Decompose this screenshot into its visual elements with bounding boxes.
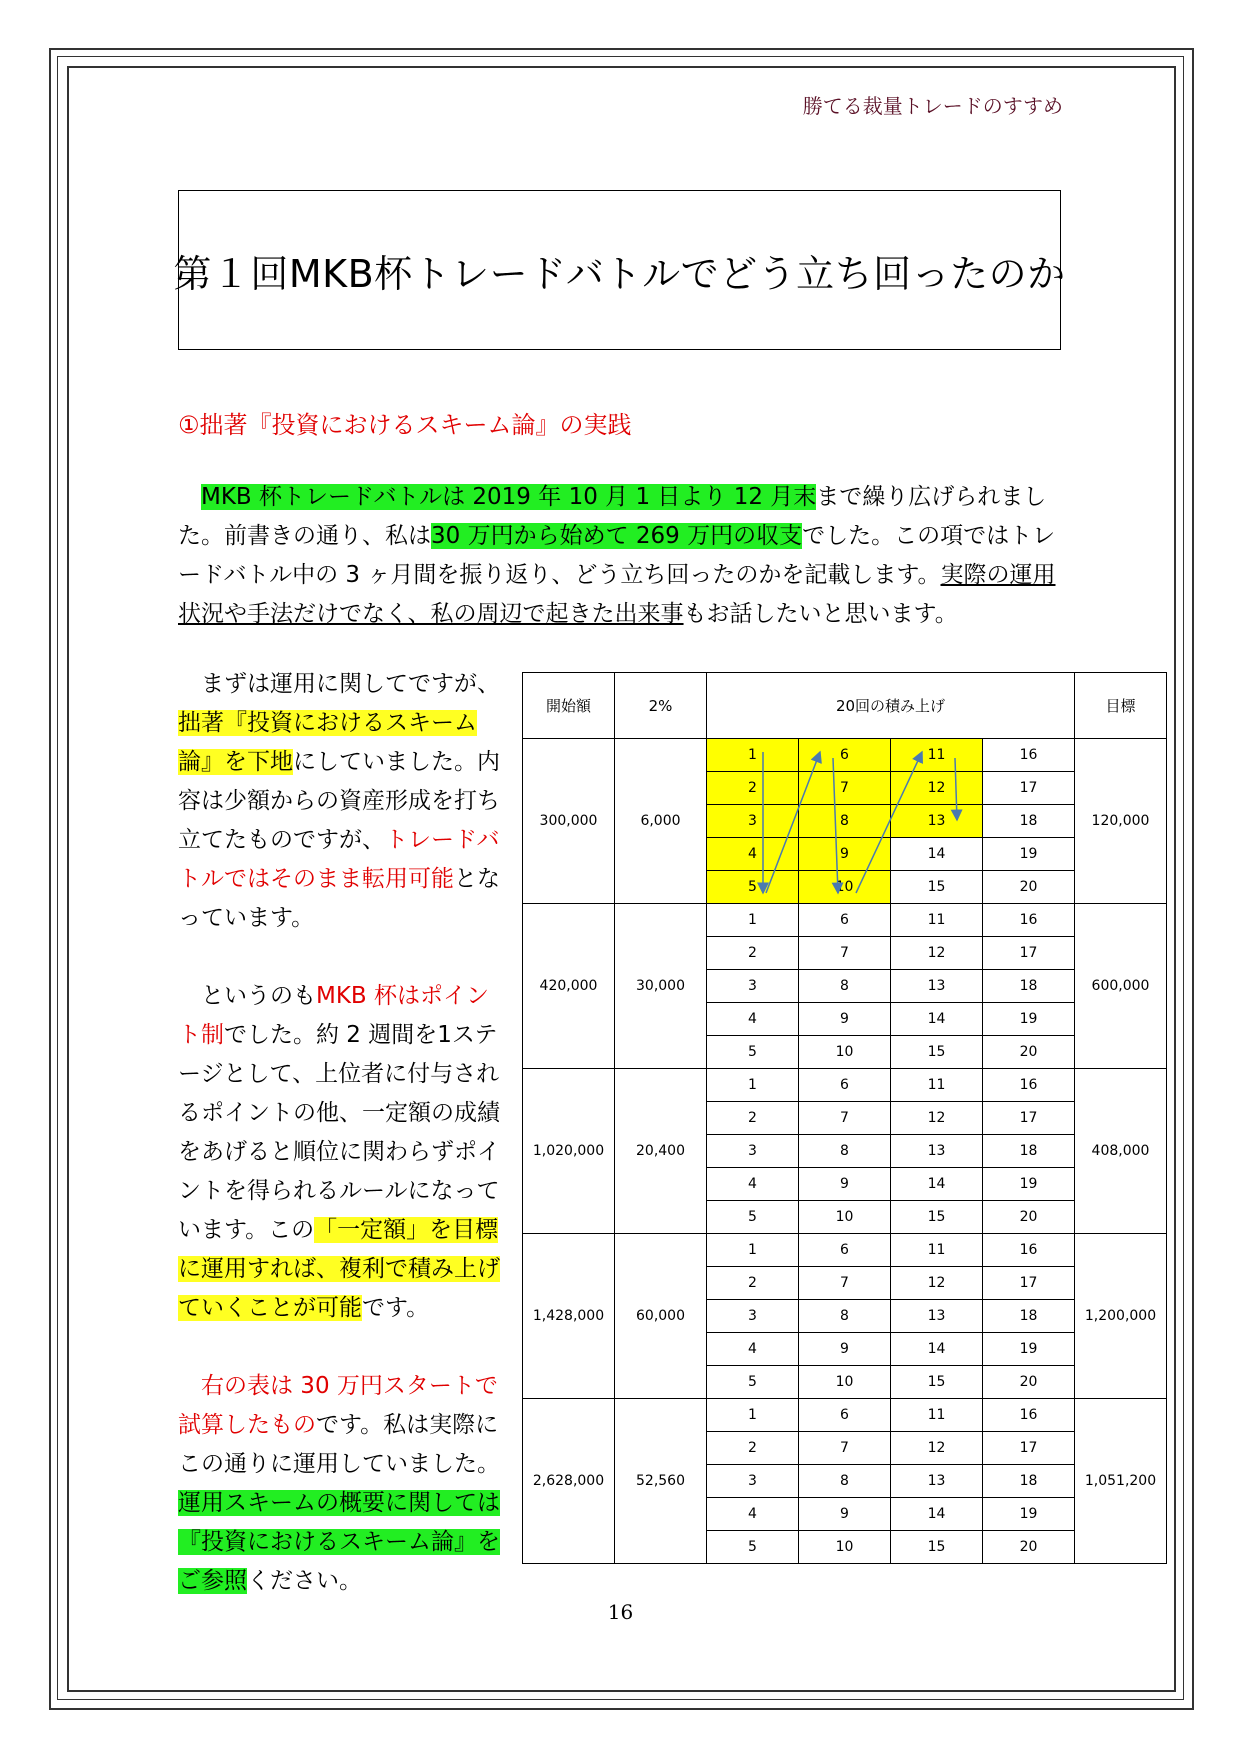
step-cell: 14 bbox=[891, 1333, 983, 1366]
step-cell: 16 bbox=[983, 739, 1075, 772]
paragraph-points bbox=[178, 977, 508, 1328]
paragraph-table-note bbox=[178, 1367, 508, 1601]
step-cell: 16 bbox=[983, 1399, 1075, 1432]
step-cell: 15 bbox=[891, 1531, 983, 1564]
step-cell: 5 bbox=[707, 871, 799, 904]
step-cell: 9 bbox=[799, 1003, 891, 1036]
step-cell: 5 bbox=[707, 1201, 799, 1234]
step-cell: 6 bbox=[799, 1234, 891, 1267]
step-cell: 17 bbox=[983, 1102, 1075, 1135]
step-cell: 13 bbox=[891, 970, 983, 1003]
step-cell: 20 bbox=[983, 871, 1075, 904]
start-amount: 2,628,000 bbox=[523, 1399, 615, 1564]
step-cell: 8 bbox=[799, 970, 891, 1003]
step-cell: 10 bbox=[799, 871, 891, 904]
step-cell: 15 bbox=[891, 1036, 983, 1069]
step-cell: 1 bbox=[707, 1399, 799, 1432]
step-cell: 18 bbox=[983, 970, 1075, 1003]
step-cell: 19 bbox=[983, 1333, 1075, 1366]
highlight-basis: 拙著『投資におけるスキーム論』を下地 bbox=[178, 710, 477, 775]
target-amount: 600,000 bbox=[1075, 904, 1167, 1069]
red-emphasis: MKB 杯はポイント制 bbox=[178, 983, 490, 1048]
table-header-row bbox=[523, 673, 1167, 739]
step-cell: 7 bbox=[799, 1102, 891, 1135]
step-cell: 13 bbox=[891, 1135, 983, 1168]
step-cell: 6 bbox=[799, 1069, 891, 1102]
step-cell: 12 bbox=[891, 1267, 983, 1300]
table-row bbox=[523, 739, 1167, 772]
step-cell: 12 bbox=[891, 1102, 983, 1135]
table-row bbox=[523, 1399, 1167, 1432]
step-cell: 17 bbox=[983, 937, 1075, 970]
text: というのも bbox=[201, 983, 316, 1009]
step-cell: 6 bbox=[799, 1399, 891, 1432]
step-cell: 18 bbox=[983, 805, 1075, 838]
step-cell: 8 bbox=[799, 805, 891, 838]
step-cell: 8 bbox=[799, 1300, 891, 1333]
step-cell: 10 bbox=[799, 1366, 891, 1399]
step-cell: 17 bbox=[983, 1432, 1075, 1465]
step-cell: 16 bbox=[983, 1234, 1075, 1267]
step-cell: 14 bbox=[891, 838, 983, 871]
step-cell: 14 bbox=[891, 1168, 983, 1201]
step-cell: 18 bbox=[983, 1465, 1075, 1498]
start-amount: 1,020,000 bbox=[523, 1069, 615, 1234]
target-amount: 408,000 bbox=[1075, 1069, 1167, 1234]
start-amount: 300,000 bbox=[523, 739, 615, 904]
two-percent-amount: 60,000 bbox=[615, 1234, 707, 1399]
step-cell: 5 bbox=[707, 1036, 799, 1069]
table-row bbox=[523, 1234, 1167, 1267]
step-cell: 8 bbox=[799, 1465, 891, 1498]
highlight-compound: 「一定額」を目標に運用すれば、複利で積み上げていくことが可能 bbox=[178, 1217, 500, 1321]
step-cell: 11 bbox=[891, 1399, 983, 1432]
step-cell: 20 bbox=[983, 1201, 1075, 1234]
step-cell: 4 bbox=[707, 838, 799, 871]
step-cell: 4 bbox=[707, 1333, 799, 1366]
step-cell: 9 bbox=[799, 1498, 891, 1531]
highlight-reference: 運用スキームの概要に関しては『投資におけるスキーム論』をご参照 bbox=[178, 1490, 500, 1594]
step-cell: 7 bbox=[799, 1432, 891, 1465]
start-amount: 1,428,000 bbox=[523, 1234, 615, 1399]
step-cell: 6 bbox=[799, 739, 891, 772]
step-cell: 9 bbox=[799, 1333, 891, 1366]
start-amount: 420,000 bbox=[523, 904, 615, 1069]
step-cell: 7 bbox=[799, 772, 891, 805]
step-cell: 13 bbox=[891, 1300, 983, 1333]
text: です。 bbox=[362, 1295, 430, 1321]
step-cell: 16 bbox=[983, 1069, 1075, 1102]
highlight-battle-period: MKB 杯トレードバトルは 2019 年 10 月 1 日より 12 月末 bbox=[201, 484, 817, 510]
highlight-result: 30 万円から始めて 269 万円の収支 bbox=[431, 523, 803, 549]
step-cell: 2 bbox=[707, 937, 799, 970]
text: ください。 bbox=[247, 1568, 362, 1594]
step-cell: 19 bbox=[983, 1003, 1075, 1036]
section-heading: ①拙著『投資におけるスキーム論』の実践 bbox=[178, 411, 632, 439]
two-percent-amount: 20,400 bbox=[615, 1069, 707, 1234]
step-cell: 8 bbox=[799, 1135, 891, 1168]
header-steps: 20回の積み上げ bbox=[707, 673, 1075, 739]
step-cell: 3 bbox=[707, 1465, 799, 1498]
step-cell: 2 bbox=[707, 1102, 799, 1135]
step-cell: 14 bbox=[891, 1498, 983, 1531]
red-emphasis: トレードバトルではそのまま転用可能 bbox=[178, 827, 500, 892]
step-cell: 12 bbox=[891, 937, 983, 970]
running-header: 勝てる裁量トレードのすすめ bbox=[802, 94, 1063, 118]
step-cell: 11 bbox=[891, 904, 983, 937]
step-cell: 11 bbox=[891, 1069, 983, 1102]
compounding-table bbox=[522, 672, 1167, 1564]
step-cell: 15 bbox=[891, 1366, 983, 1399]
header-start: 開始額 bbox=[523, 673, 615, 739]
step-cell: 14 bbox=[891, 1003, 983, 1036]
step-cell: 1 bbox=[707, 904, 799, 937]
step-cell: 13 bbox=[891, 805, 983, 838]
left-column bbox=[178, 665, 508, 1601]
step-cell: 9 bbox=[799, 1168, 891, 1201]
header-percent: 2% bbox=[615, 673, 707, 739]
step-cell: 10 bbox=[799, 1036, 891, 1069]
step-cell: 13 bbox=[891, 1465, 983, 1498]
step-cell: 1 bbox=[707, 1234, 799, 1267]
two-percent-amount: 6,000 bbox=[615, 739, 707, 904]
step-cell: 20 bbox=[983, 1036, 1075, 1069]
step-cell: 3 bbox=[707, 970, 799, 1003]
page-number: 16 bbox=[607, 1600, 634, 1624]
step-cell: 1 bbox=[707, 739, 799, 772]
step-cell: 4 bbox=[707, 1498, 799, 1531]
table-row bbox=[523, 1069, 1167, 1102]
step-cell: 10 bbox=[799, 1201, 891, 1234]
step-cell: 12 bbox=[891, 772, 983, 805]
step-cell: 4 bbox=[707, 1003, 799, 1036]
step-cell: 9 bbox=[799, 838, 891, 871]
underline-topic: 実際の運用状況や手法だけでなく、私の周辺で起きた出来事 bbox=[178, 562, 1056, 627]
step-cell: 17 bbox=[983, 1267, 1075, 1300]
text: でした。約 2 週間を1ステージとして、上位者に付与されるポイントの他、一定額の成績をあげると順位に関わらずポイントを得られるルールになっています。この bbox=[178, 1022, 500, 1243]
step-cell: 18 bbox=[983, 1135, 1075, 1168]
target-amount: 120,000 bbox=[1075, 739, 1167, 904]
step-cell: 2 bbox=[707, 772, 799, 805]
step-cell: 5 bbox=[707, 1531, 799, 1564]
step-cell: 15 bbox=[891, 1201, 983, 1234]
text: にしていました。内容は少額からの資産形成を打ち立てたものですが、 bbox=[178, 749, 500, 853]
step-cell: 3 bbox=[707, 1300, 799, 1333]
step-cell: 12 bbox=[891, 1432, 983, 1465]
step-cell: 7 bbox=[799, 937, 891, 970]
step-cell: 3 bbox=[707, 1135, 799, 1168]
step-cell: 16 bbox=[983, 904, 1075, 937]
two-percent-amount: 52,560 bbox=[615, 1399, 707, 1564]
table-row bbox=[523, 904, 1167, 937]
intro-paragraph bbox=[178, 478, 1068, 634]
step-cell: 15 bbox=[891, 871, 983, 904]
step-cell: 19 bbox=[983, 838, 1075, 871]
header-target: 目標 bbox=[1075, 673, 1167, 739]
text: です。私は実際にこの通りに運用していました。 bbox=[178, 1412, 500, 1477]
intro-text: でした。この項ではトレードバトル中の 3 ヶ月間を振り返り、どう立ち回ったのかを記載します。 bbox=[178, 523, 1056, 588]
target-amount: 1,200,000 bbox=[1075, 1234, 1167, 1399]
text: となっています。 bbox=[178, 866, 500, 931]
step-cell: 17 bbox=[983, 772, 1075, 805]
text: まずは運用に関してですが、 bbox=[201, 671, 500, 697]
step-cell: 19 bbox=[983, 1498, 1075, 1531]
step-cell: 7 bbox=[799, 1267, 891, 1300]
step-cell: 2 bbox=[707, 1267, 799, 1300]
two-percent-amount: 30,000 bbox=[615, 904, 707, 1069]
step-cell: 11 bbox=[891, 739, 983, 772]
step-cell: 20 bbox=[983, 1366, 1075, 1399]
step-cell: 18 bbox=[983, 1300, 1075, 1333]
step-cell: 20 bbox=[983, 1531, 1075, 1564]
intro-text: もお話したいと思います。 bbox=[683, 601, 958, 627]
red-emphasis: 右の表は 30 万円スタートで試算したもの bbox=[178, 1373, 498, 1438]
step-cell: 1 bbox=[707, 1069, 799, 1102]
step-cell: 2 bbox=[707, 1432, 799, 1465]
step-cell: 6 bbox=[799, 904, 891, 937]
step-cell: 5 bbox=[707, 1366, 799, 1399]
intro-text: まで繰り広げられました。前書きの通り、私は bbox=[178, 484, 1047, 549]
paragraph-operation bbox=[178, 665, 508, 938]
chapter-title: 第１回MKB杯トレードバトルでどう立ち回ったのか bbox=[173, 251, 1066, 296]
step-cell: 11 bbox=[891, 1234, 983, 1267]
step-cell: 10 bbox=[799, 1531, 891, 1564]
chapter-title-box bbox=[173, 190, 1066, 350]
step-cell: 19 bbox=[983, 1168, 1075, 1201]
step-cell: 3 bbox=[707, 805, 799, 838]
target-amount: 1,051,200 bbox=[1075, 1399, 1167, 1564]
step-cell: 4 bbox=[707, 1168, 799, 1201]
